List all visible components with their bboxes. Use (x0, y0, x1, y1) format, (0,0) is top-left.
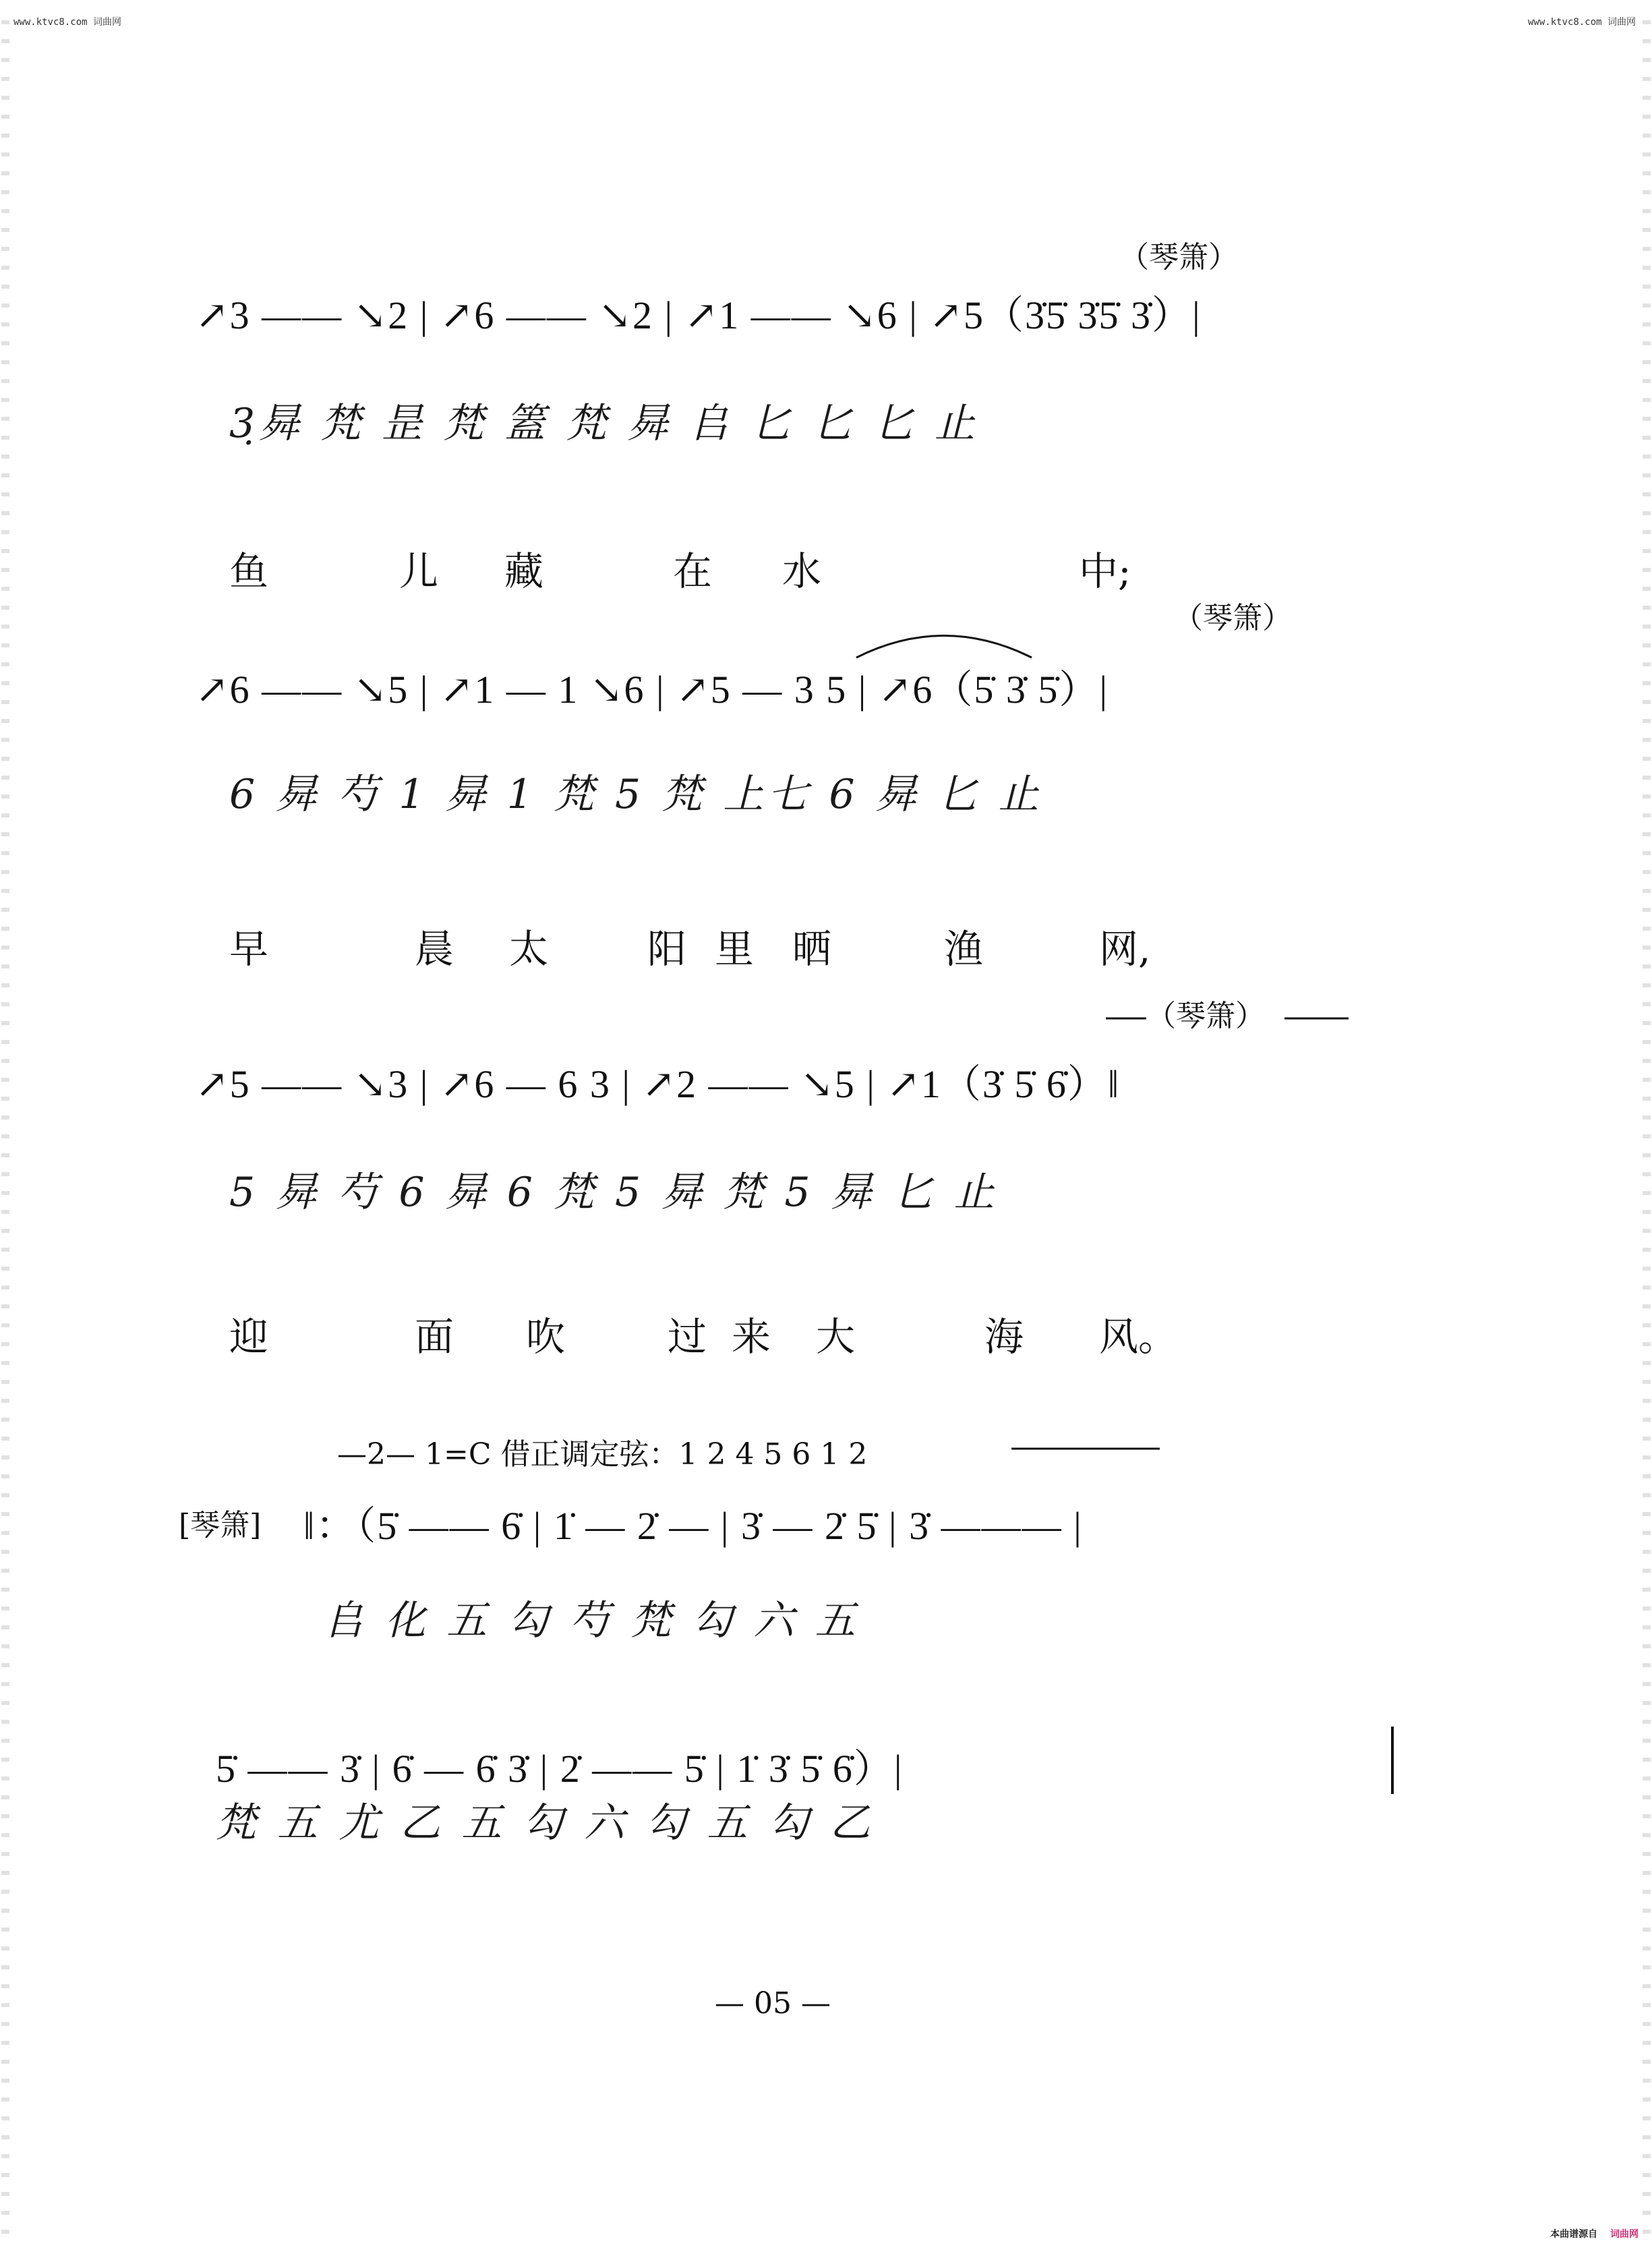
footer-source-label: 本曲谱源自 (1550, 2229, 1598, 2240)
lyric-char: 在 (673, 548, 713, 594)
gongche-tablature-row: 𠂤 化 五 勾 芍 梵 勾 六 五 (324, 1597, 860, 1644)
lyric-char: 晒 (792, 926, 832, 972)
lyric-char: 鱼 (229, 548, 269, 594)
lyric-char: 太 (509, 926, 549, 972)
lyric-char: 海 (984, 1314, 1024, 1360)
section-label: （琴箫） (1173, 601, 1292, 635)
gongche-tablature-row: 梵 五 尤 乙 五 勾 六 勾 五 勾 乙 (216, 1799, 875, 1847)
footer-source-badge (1550, 2227, 1639, 2240)
lyric-char: 渔 (944, 926, 984, 972)
lyric-char: 网, (1099, 926, 1151, 972)
gongche-tablature-row: 3̣曻 梵 昰 梵 篕 梵 曻 𠂤 匕 匕 匕 止 (229, 400, 979, 447)
lyric-char: 藏 (504, 548, 544, 594)
lyric-char: 过 (668, 1314, 707, 1360)
lyric-char: 中; (1079, 548, 1131, 594)
gongche-tablature-row: 5 曻 芍 6 曻 6 梵 5 曻 梵 5 曻 匕 止 (229, 1169, 999, 1216)
right-margin-strip (1643, 20, 1651, 2239)
lyric-char: 吹 (526, 1314, 566, 1360)
lyric-char: 阳 (647, 926, 687, 972)
lyric-char: 早 (229, 926, 269, 972)
left-margin-strip (1, 20, 9, 2239)
jianpu-notes-row: ‖：（5̇ —— 6̇ | 1̇ — 2̇ — | 3̇ — 2̇ 5̇ | 3̇ ——— | (303, 1504, 1083, 1548)
footer-site-logo: 词曲网 (1610, 2229, 1639, 2240)
jianpu-notes-row: ↗5 —— ↘3 | ↗6 — 6 3 | ↗2 —— ↘5 | ↗1（3̇ 5̇ 6̇）‖ (196, 1062, 1121, 1106)
lyric-char: 迎 (229, 1314, 269, 1360)
gongche-tablature-row: 6 曻 芍 1 曻 1 梵 5 梵 上七 6 曻 匕 止 (229, 771, 1043, 818)
tuning-line: —2— 1=C 借正调定弦：1 2 4 5 6 1 2 (337, 1437, 868, 1472)
lyric-char: 风。 (1099, 1314, 1178, 1360)
lyric-char: 面 (415, 1314, 454, 1360)
jianpu-notes-row: 5̇ —— 3̇ | 6̇ — 6̇ 3̇ | 2̇ —— 5̇ | 1̇ 3̇ 5̇ 6̇）| (216, 1747, 904, 1791)
page-number: — 05 — (715, 1986, 831, 2021)
jianpu-notes-row: ↗3 —— ↘2 | ↗6 —— ↘2 | ↗1 —— ↘6 | ↗5（3̇5̇ 3̇5̇ 3̇）| (196, 293, 1202, 337)
lyric-char: 水 (782, 548, 822, 594)
section-label: （琴箫） (1146, 999, 1265, 1033)
lyric-char: 儿 (399, 548, 439, 594)
lyric-char: 大 (816, 1314, 856, 1360)
lyric-char: 来 (732, 1314, 771, 1360)
jianpu-notes-row: ↗6 —— ↘5 | ↗1 — 1 ↘6 | ↗5 — 3 5 | ↗6（5̇ 3̇ 5̇）| (196, 668, 1109, 712)
section-label: [琴箫] (179, 1508, 262, 1542)
header-site-left: www.ktvc8.com 词曲网 (13, 17, 122, 28)
lyric-char: 里 (715, 926, 755, 972)
lyric-char: 晨 (415, 926, 454, 972)
header-site-right: www.ktvc8.com 词曲网 (1527, 17, 1636, 28)
section-label: （琴箫） (1119, 240, 1238, 274)
slur-mark (856, 636, 1032, 658)
